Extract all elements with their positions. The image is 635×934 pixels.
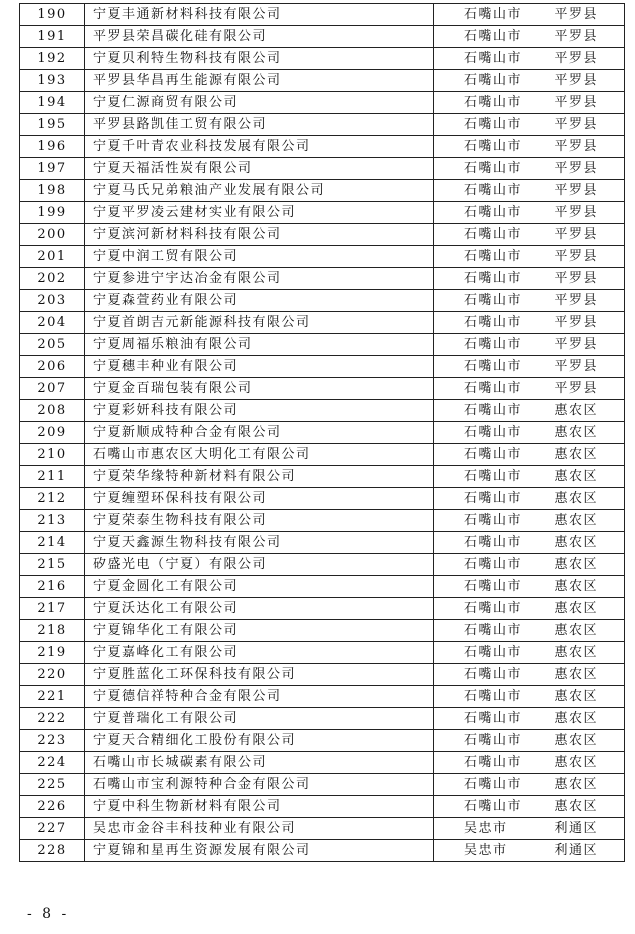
company-name: 宁夏滨河新材料科技有限公司 (85, 224, 434, 246)
table-row (20, 752, 625, 774)
row-number: 207 (20, 378, 85, 400)
region-cell (434, 224, 625, 246)
city-name: 石嘴山市 (464, 513, 523, 528)
table-row (20, 840, 625, 862)
company-name: 宁夏天福活性炭有限公司 (85, 158, 434, 180)
company-name: 宁夏缠塑环保科技有限公司 (85, 488, 434, 510)
region-cell (434, 268, 625, 290)
table-row (20, 180, 625, 202)
city-name: 石嘴山市 (464, 601, 523, 616)
company-name: 宁夏森萱药业有限公司 (85, 290, 434, 312)
table-row (20, 730, 625, 752)
row-number: 222 (20, 708, 85, 730)
row-number: 191 (20, 26, 85, 48)
region-wrap (434, 818, 624, 839)
company-name: 平罗县路凯佳工贸有限公司 (85, 114, 434, 136)
region-cell (434, 774, 625, 796)
table-row (20, 620, 625, 642)
row-number: 190 (20, 4, 85, 26)
region-cell (434, 576, 625, 598)
company-name: 矽盛光电（宁夏）有限公司 (85, 554, 434, 576)
city-name: 石嘴山市 (464, 777, 523, 792)
city-name: 石嘴山市 (464, 51, 523, 66)
row-number: 198 (20, 180, 85, 202)
city-name: 石嘴山市 (464, 645, 523, 660)
county-name: 惠农区 (554, 601, 598, 616)
row-number: 209 (20, 422, 85, 444)
row-number: 202 (20, 268, 85, 290)
region-wrap (434, 246, 624, 267)
table-row (20, 774, 625, 796)
county-name: 平罗县 (554, 117, 598, 132)
company-name: 宁夏首朗吉元新能源科技有限公司 (85, 312, 434, 334)
region-wrap (434, 4, 624, 25)
region-wrap (434, 730, 624, 751)
region-wrap (434, 752, 624, 773)
company-name: 宁夏丰通新材料科技有限公司 (85, 4, 434, 26)
row-number: 210 (20, 444, 85, 466)
city-name: 吴忠市 (464, 821, 508, 836)
county-name: 惠农区 (554, 513, 598, 528)
region-wrap (434, 378, 624, 399)
table-row (20, 136, 625, 158)
region-cell (434, 356, 625, 378)
row-number: 228 (20, 840, 85, 862)
row-number: 223 (20, 730, 85, 752)
county-name: 惠农区 (554, 755, 598, 770)
region-cell (434, 202, 625, 224)
company-name: 宁夏贝利特生物科技有限公司 (85, 48, 434, 70)
city-name: 石嘴山市 (464, 117, 523, 132)
city-name: 石嘴山市 (464, 315, 523, 330)
row-number: 197 (20, 158, 85, 180)
table-row (20, 48, 625, 70)
company-name: 宁夏金圆化工有限公司 (85, 576, 434, 598)
row-number: 214 (20, 532, 85, 554)
county-name: 平罗县 (554, 73, 598, 88)
region-wrap (434, 92, 624, 113)
table-row (20, 312, 625, 334)
region-wrap (434, 466, 624, 487)
table-row (20, 686, 625, 708)
city-name: 石嘴山市 (464, 227, 523, 242)
county-name: 惠农区 (554, 425, 598, 440)
county-name: 惠农区 (554, 447, 598, 462)
region-cell (434, 180, 625, 202)
city-name: 石嘴山市 (464, 469, 523, 484)
city-name: 石嘴山市 (464, 623, 523, 638)
region-wrap (434, 422, 624, 443)
county-name: 平罗县 (554, 315, 598, 330)
region-wrap (434, 356, 624, 377)
region-wrap (434, 114, 624, 135)
region-cell (434, 136, 625, 158)
row-number: 213 (20, 510, 85, 532)
region-cell (434, 114, 625, 136)
region-wrap (434, 180, 624, 201)
company-name: 宁夏金百瑞包装有限公司 (85, 378, 434, 400)
row-number: 215 (20, 554, 85, 576)
row-number: 194 (20, 92, 85, 114)
company-name: 宁夏胜蓝化工环保科技有限公司 (85, 664, 434, 686)
region-wrap (434, 686, 624, 707)
region-cell (434, 444, 625, 466)
row-number: 195 (20, 114, 85, 136)
company-name: 宁夏穗丰种业有限公司 (85, 356, 434, 378)
company-name: 宁夏平罗凌云建材实业有限公司 (85, 202, 434, 224)
region-cell (434, 752, 625, 774)
table-row (20, 444, 625, 466)
city-name: 石嘴山市 (464, 667, 523, 682)
company-name: 吴忠市金谷丰科技种业有限公司 (85, 818, 434, 840)
table-row (20, 510, 625, 532)
table-row (20, 26, 625, 48)
city-name: 石嘴山市 (464, 557, 523, 572)
city-name: 石嘴山市 (464, 205, 523, 220)
city-name: 石嘴山市 (464, 249, 523, 264)
county-name: 平罗县 (554, 183, 598, 198)
region-wrap (434, 158, 624, 179)
row-number: 211 (20, 466, 85, 488)
table-row (20, 422, 625, 444)
city-name: 石嘴山市 (464, 755, 523, 770)
county-name: 惠农区 (554, 469, 598, 484)
city-name: 石嘴山市 (464, 337, 523, 352)
region-wrap (434, 48, 624, 69)
company-name: 宁夏锦和星再生资源发展有限公司 (85, 840, 434, 862)
county-name: 惠农区 (554, 645, 598, 660)
county-name: 惠农区 (554, 579, 598, 594)
table-row (20, 158, 625, 180)
company-name: 宁夏锦华化工有限公司 (85, 620, 434, 642)
region-cell (434, 664, 625, 686)
region-wrap (434, 774, 624, 795)
company-name: 宁夏千叶青农业科技发展有限公司 (85, 136, 434, 158)
county-name: 平罗县 (554, 271, 598, 286)
row-number: 192 (20, 48, 85, 70)
region-cell (434, 466, 625, 488)
region-cell (434, 686, 625, 708)
county-name: 平罗县 (554, 29, 598, 44)
company-name: 石嘴山市宝利源特种合金有限公司 (85, 774, 434, 796)
county-name: 惠农区 (554, 623, 598, 638)
table-row (20, 4, 625, 26)
table-row (20, 92, 625, 114)
region-cell (434, 400, 625, 422)
city-name: 石嘴山市 (464, 403, 523, 418)
city-name: 石嘴山市 (464, 183, 523, 198)
region-wrap (434, 642, 624, 663)
county-name: 平罗县 (554, 293, 598, 308)
table-row (20, 224, 625, 246)
city-name: 石嘴山市 (464, 711, 523, 726)
city-name: 石嘴山市 (464, 271, 523, 286)
region-cell (434, 620, 625, 642)
county-name: 惠农区 (554, 711, 598, 726)
city-name: 石嘴山市 (464, 689, 523, 704)
table-row (20, 400, 625, 422)
region-wrap (434, 70, 624, 91)
region-cell (434, 312, 625, 334)
county-name: 平罗县 (554, 51, 598, 66)
county-name: 惠农区 (554, 667, 598, 682)
region-wrap (434, 664, 624, 685)
city-name: 石嘴山市 (464, 95, 523, 110)
row-number: 205 (20, 334, 85, 356)
table-row (20, 664, 625, 686)
region-wrap (434, 796, 624, 817)
region-cell (434, 796, 625, 818)
table-row (20, 268, 625, 290)
company-list-table (19, 3, 625, 862)
company-name: 宁夏仁源商贸有限公司 (85, 92, 434, 114)
row-number: 225 (20, 774, 85, 796)
region-wrap (434, 26, 624, 47)
company-name: 宁夏中润工贸有限公司 (85, 246, 434, 268)
city-name: 石嘴山市 (464, 139, 523, 154)
company-name: 宁夏天合精细化工股份有限公司 (85, 730, 434, 752)
table-row (20, 488, 625, 510)
row-number: 224 (20, 752, 85, 774)
region-wrap (434, 554, 624, 575)
table-row (20, 818, 625, 840)
county-name: 平罗县 (554, 205, 598, 220)
row-number: 208 (20, 400, 85, 422)
row-number: 201 (20, 246, 85, 268)
city-name: 石嘴山市 (464, 29, 523, 44)
row-number: 220 (20, 664, 85, 686)
row-number: 226 (20, 796, 85, 818)
county-name: 惠农区 (554, 535, 598, 550)
company-name: 石嘴山市长城碳素有限公司 (85, 752, 434, 774)
table-row (20, 246, 625, 268)
region-cell (434, 26, 625, 48)
company-name: 宁夏彩妍科技有限公司 (85, 400, 434, 422)
region-cell (434, 730, 625, 752)
table-row (20, 378, 625, 400)
county-name: 惠农区 (554, 689, 598, 704)
table-row (20, 598, 625, 620)
row-number: 212 (20, 488, 85, 510)
region-cell (434, 48, 625, 70)
company-name: 宁夏德信祥特种合金有限公司 (85, 686, 434, 708)
company-name: 石嘴山市惠农区大明化工有限公司 (85, 444, 434, 466)
table-row (20, 642, 625, 664)
county-name: 平罗县 (554, 249, 598, 264)
region-wrap (434, 334, 624, 355)
region-wrap (434, 598, 624, 619)
region-wrap (434, 708, 624, 729)
table-row (20, 356, 625, 378)
region-wrap (434, 136, 624, 157)
table-row (20, 532, 625, 554)
company-name: 平罗县荣昌碳化硅有限公司 (85, 26, 434, 48)
region-cell (434, 532, 625, 554)
region-cell (434, 92, 625, 114)
table-row (20, 796, 625, 818)
company-name: 宁夏中科生物新材料有限公司 (85, 796, 434, 818)
city-name: 石嘴山市 (464, 161, 523, 176)
table-row (20, 70, 625, 92)
company-name: 平罗县华昌再生能源有限公司 (85, 70, 434, 92)
county-name: 平罗县 (554, 161, 598, 176)
region-cell (434, 70, 625, 92)
region-wrap (434, 312, 624, 333)
table-row (20, 290, 625, 312)
county-name: 平罗县 (554, 7, 598, 22)
table-row (20, 466, 625, 488)
region-wrap (434, 488, 624, 509)
region-cell (434, 642, 625, 664)
row-number: 196 (20, 136, 85, 158)
county-name: 惠农区 (554, 557, 598, 572)
county-name: 平罗县 (554, 139, 598, 154)
region-wrap (434, 840, 624, 861)
city-name: 石嘴山市 (464, 381, 523, 396)
row-number: 227 (20, 818, 85, 840)
city-name: 石嘴山市 (464, 535, 523, 550)
table-row (20, 708, 625, 730)
row-number: 219 (20, 642, 85, 664)
region-wrap (434, 532, 624, 553)
page-number: - 8 - (27, 906, 70, 922)
city-name: 石嘴山市 (464, 447, 523, 462)
table-row (20, 114, 625, 136)
region-cell (434, 510, 625, 532)
company-name: 宁夏荣泰生物科技有限公司 (85, 510, 434, 532)
region-wrap (434, 400, 624, 421)
county-name: 利通区 (554, 843, 598, 858)
company-name: 宁夏普瑞化工有限公司 (85, 708, 434, 730)
region-cell (434, 554, 625, 576)
table-row (20, 576, 625, 598)
row-number: 199 (20, 202, 85, 224)
row-number: 203 (20, 290, 85, 312)
table-row (20, 202, 625, 224)
region-wrap (434, 202, 624, 223)
row-number: 221 (20, 686, 85, 708)
region-cell (434, 708, 625, 730)
county-name: 平罗县 (554, 381, 598, 396)
row-number: 218 (20, 620, 85, 642)
table-row (20, 554, 625, 576)
county-name: 平罗县 (554, 227, 598, 242)
county-name: 利通区 (554, 821, 598, 836)
county-name: 惠农区 (554, 403, 598, 418)
region-cell (434, 840, 625, 862)
region-cell (434, 422, 625, 444)
company-name: 宁夏参进宁宇达冶金有限公司 (85, 268, 434, 290)
city-name: 石嘴山市 (464, 425, 523, 440)
county-name: 平罗县 (554, 337, 598, 352)
city-name: 石嘴山市 (464, 7, 523, 22)
company-name: 宁夏马氏兄弟粮油产业发展有限公司 (85, 180, 434, 202)
row-number: 206 (20, 356, 85, 378)
region-wrap (434, 510, 624, 531)
city-name: 石嘴山市 (464, 359, 523, 374)
region-cell (434, 158, 625, 180)
region-cell (434, 818, 625, 840)
region-cell (434, 334, 625, 356)
region-cell (434, 378, 625, 400)
region-cell (434, 4, 625, 26)
region-wrap (434, 224, 624, 245)
row-number: 193 (20, 70, 85, 92)
company-name: 宁夏嘉峰化工有限公司 (85, 642, 434, 664)
city-name: 石嘴山市 (464, 579, 523, 594)
region-wrap (434, 576, 624, 597)
region-cell (434, 290, 625, 312)
city-name: 石嘴山市 (464, 293, 523, 308)
region-wrap (434, 444, 624, 465)
city-name: 石嘴山市 (464, 733, 523, 748)
city-name: 石嘴山市 (464, 799, 523, 814)
region-cell (434, 488, 625, 510)
city-name: 吴忠市 (464, 843, 508, 858)
company-name: 宁夏天鑫源生物科技有限公司 (85, 532, 434, 554)
row-number: 204 (20, 312, 85, 334)
row-number: 200 (20, 224, 85, 246)
county-name: 平罗县 (554, 95, 598, 110)
region-cell (434, 246, 625, 268)
company-name: 宁夏荣华缘特种新材料有限公司 (85, 466, 434, 488)
county-name: 惠农区 (554, 777, 598, 792)
county-name: 惠农区 (554, 799, 598, 814)
row-number: 217 (20, 598, 85, 620)
region-wrap (434, 268, 624, 289)
city-name: 石嘴山市 (464, 491, 523, 506)
company-name: 宁夏沃达化工有限公司 (85, 598, 434, 620)
region-wrap (434, 620, 624, 641)
city-name: 石嘴山市 (464, 73, 523, 88)
company-list-body (20, 4, 625, 862)
company-name: 宁夏周福乐粮油有限公司 (85, 334, 434, 356)
row-number: 216 (20, 576, 85, 598)
county-name: 惠农区 (554, 733, 598, 748)
company-name: 宁夏新顺成特种合金有限公司 (85, 422, 434, 444)
table-row (20, 334, 625, 356)
county-name: 惠农区 (554, 491, 598, 506)
region-cell (434, 598, 625, 620)
region-wrap (434, 290, 624, 311)
county-name: 平罗县 (554, 359, 598, 374)
